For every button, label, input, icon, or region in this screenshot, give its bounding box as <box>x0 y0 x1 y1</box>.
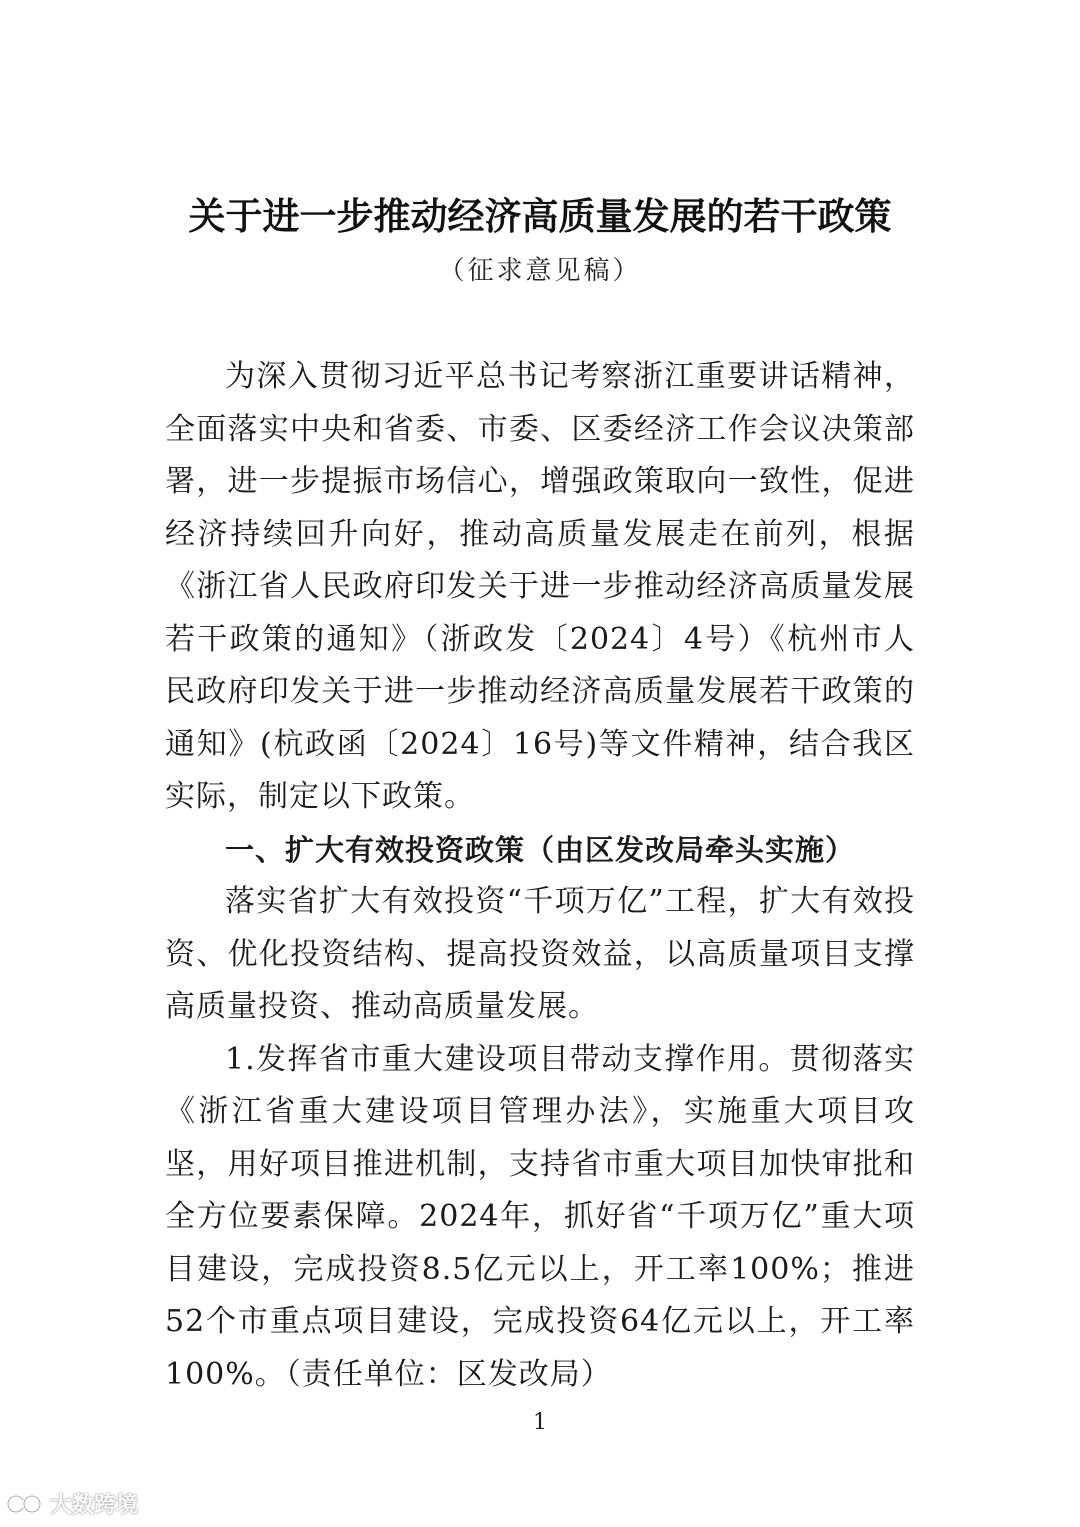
watermark <box>6 1488 138 1519</box>
item-paragraph: 1.发挥省市重大建设项目带动支撑作用。贯彻落实《浙江省重大建设项目管理办法》，实施重大项目攻坚，用好项目推进机制，支持省市重大项目加快审批和全方位要素保障。2024年，抓好省“千项万亿”重大项目建设，完成投资8.5亿元以上，开工率100%；推进52个市重点项目建设，完成投资64亿元以上，开工率100%。（责任单位：区发改局） <box>165 1041 915 1392</box>
section-intro-paragraph: 落实省扩大有效投资“千项万亿”工程，扩大有效投资、优化投资结构、提高投资效益，以高质量项目支撑高质量投资、推动高质量发展。 <box>165 884 915 1024</box>
logo-icon <box>6 1492 46 1516</box>
document-title: 关于进一步推动经济高质量发展的若干政策 <box>188 195 892 238</box>
watermark-text: 大数跨境 <box>50 1493 139 1518</box>
document-subtitle: （征求意见稿） <box>438 256 642 286</box>
page-number: 1 <box>533 1410 547 1435</box>
intro-paragraph: 为深入贯彻习近平总书记考察浙江重要讲话精神，全面落实中央和省委、市委、区委经济工作会议决策部署，进一步提振市场信心，增强政策取向一致性，促进经济持续回升向好，推动高质量发展走在前列，根据《浙江省人民政府印发关于进一步推动经济高质量发展若干政策的通知》（浙政发〔2024〕4号）《杭州市人民政府印发关于进一步推动经济高质量发展若干政策的通知》(杭政函〔2024〕16号)等文件精神，结合我区实际，制定以下政策。 <box>165 359 915 814</box>
section-heading: 一、扩大有效投资政策（由区发改局牵头实施） <box>225 832 856 867</box>
document-body <box>165 351 915 1401</box>
